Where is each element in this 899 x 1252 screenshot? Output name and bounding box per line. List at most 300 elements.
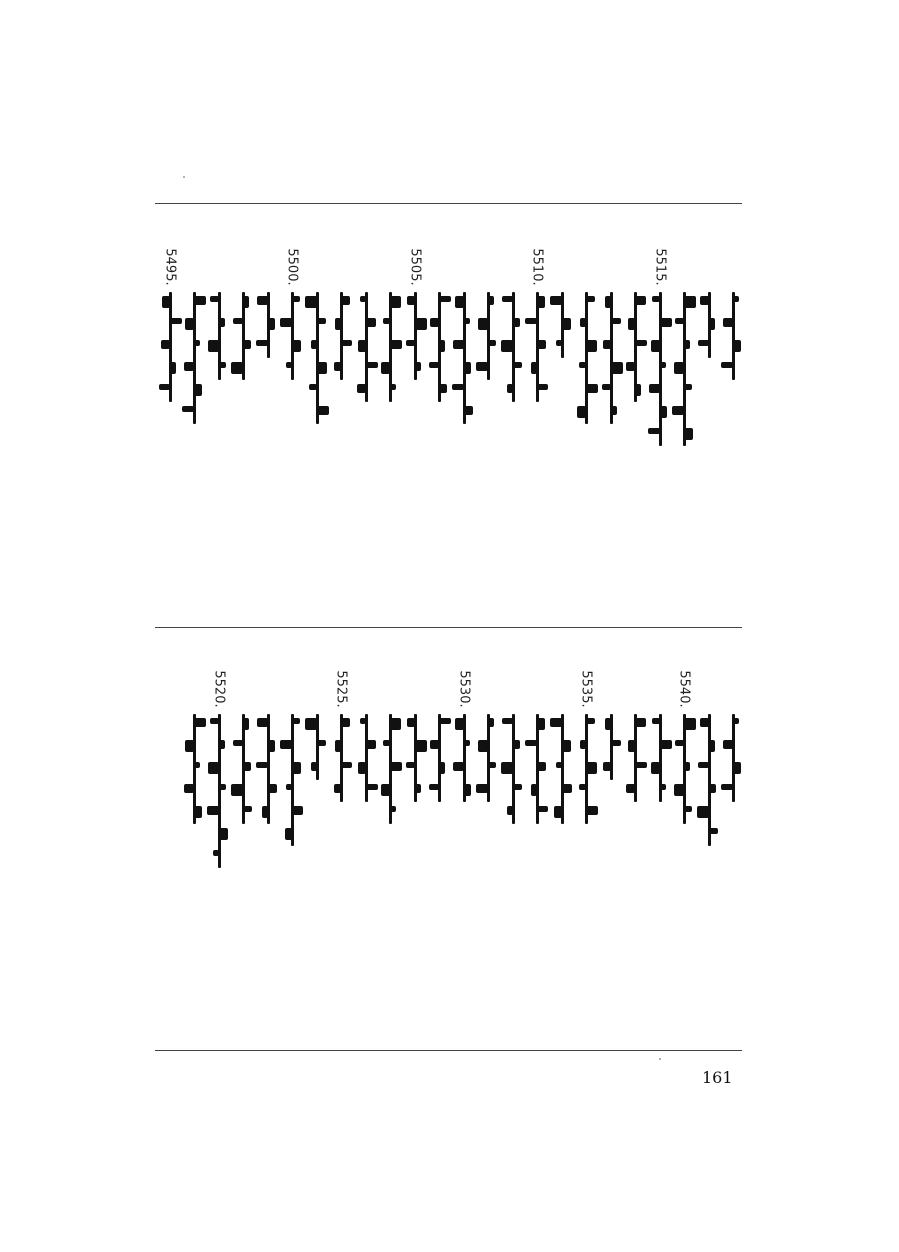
script-glyph bbox=[531, 362, 537, 374]
mongolian-script-word-group bbox=[402, 292, 428, 380]
verse-line-column bbox=[181, 662, 207, 1022]
script-glyph bbox=[334, 784, 342, 793]
verse-line-column bbox=[475, 662, 501, 1022]
mongolian-script-word-group bbox=[451, 292, 477, 424]
script-glyph bbox=[366, 362, 378, 368]
script-glyph bbox=[406, 340, 415, 346]
script-glyph bbox=[684, 296, 696, 308]
script-glyph bbox=[579, 362, 587, 368]
mongolian-script-word-group bbox=[157, 292, 183, 402]
script-glyph bbox=[635, 296, 646, 305]
script-glyph bbox=[292, 806, 303, 815]
mongolian-script-word-group bbox=[426, 292, 452, 402]
mongolian-script-word-group bbox=[598, 714, 624, 780]
script-glyph bbox=[537, 762, 546, 771]
script-glyph bbox=[335, 740, 341, 752]
middle-rule bbox=[155, 627, 742, 628]
script-glyph bbox=[660, 784, 666, 790]
verse-line-column bbox=[647, 662, 673, 1022]
script-glyph bbox=[537, 384, 548, 390]
script-glyph bbox=[207, 806, 219, 815]
script-glyph bbox=[684, 718, 696, 730]
script-glyph bbox=[652, 296, 660, 302]
script-glyph bbox=[605, 296, 611, 308]
script-glyph bbox=[219, 740, 225, 749]
verse-line-number: 5505. bbox=[407, 248, 422, 286]
mongolian-script-word-group bbox=[426, 714, 452, 802]
script-glyph bbox=[611, 740, 622, 746]
script-glyph bbox=[611, 318, 622, 324]
script-glyph bbox=[453, 340, 464, 349]
verse-line-number: 5515. bbox=[652, 248, 667, 286]
script-glyph bbox=[478, 740, 489, 752]
mongolian-script-word-group bbox=[255, 292, 281, 358]
script-glyph bbox=[358, 340, 366, 352]
verse-line-column bbox=[573, 240, 599, 600]
mongolian-script-word-group bbox=[524, 292, 550, 402]
script-glyph bbox=[317, 362, 328, 374]
script-stem bbox=[291, 714, 294, 846]
verse-line-column bbox=[475, 240, 501, 600]
script-glyph bbox=[635, 718, 646, 727]
mongolian-script-word-group bbox=[696, 292, 722, 358]
script-glyph bbox=[439, 762, 445, 774]
script-glyph bbox=[268, 740, 276, 752]
script-glyph bbox=[341, 296, 350, 305]
script-glyph bbox=[501, 340, 513, 352]
script-glyph bbox=[513, 318, 521, 327]
script-glyph bbox=[488, 296, 494, 305]
script-glyph bbox=[184, 362, 195, 371]
top-rule bbox=[155, 203, 742, 204]
script-glyph bbox=[550, 296, 562, 305]
script-glyph bbox=[733, 296, 739, 302]
verse-line-column bbox=[647, 240, 673, 600]
verse-line-column bbox=[353, 240, 379, 600]
script-glyph bbox=[243, 762, 251, 771]
verse-line-column bbox=[524, 240, 550, 600]
verse-line-column bbox=[377, 662, 403, 1022]
script-glyph bbox=[586, 718, 595, 724]
script-glyph bbox=[406, 762, 415, 768]
mongolian-script-word-group bbox=[622, 714, 648, 802]
script-glyph bbox=[453, 762, 464, 771]
script-glyph bbox=[415, 740, 427, 752]
script-glyph bbox=[513, 784, 522, 790]
mongolian-script-word-group bbox=[402, 714, 428, 802]
mongolian-script-word-group bbox=[500, 292, 526, 402]
script-glyph bbox=[381, 362, 390, 374]
mongolian-script-word-group bbox=[279, 292, 305, 380]
script-glyph bbox=[611, 406, 617, 415]
script-glyph bbox=[586, 806, 598, 815]
script-glyph bbox=[723, 740, 734, 749]
script-glyph bbox=[577, 406, 586, 418]
script-glyph bbox=[305, 296, 317, 308]
verse-line-column bbox=[157, 240, 183, 600]
script-glyph bbox=[208, 340, 219, 352]
script-glyph bbox=[415, 784, 421, 793]
script-glyph bbox=[507, 806, 513, 815]
script-glyph bbox=[194, 340, 200, 346]
script-glyph bbox=[194, 806, 202, 818]
verse-line-column bbox=[279, 662, 305, 1022]
script-glyph bbox=[502, 718, 513, 724]
mongolian-script-word-group bbox=[573, 714, 599, 824]
script-glyph bbox=[268, 318, 276, 330]
script-glyph bbox=[488, 340, 496, 346]
mongolian-script-word-group bbox=[328, 292, 354, 380]
script-glyph bbox=[366, 784, 378, 790]
script-glyph bbox=[660, 318, 672, 327]
mongolian-script-word-group bbox=[206, 714, 232, 868]
script-glyph bbox=[675, 740, 684, 746]
mongolian-script-word-group bbox=[328, 714, 354, 802]
script-glyph bbox=[360, 718, 366, 724]
script-stem bbox=[659, 292, 662, 446]
script-glyph bbox=[513, 362, 522, 368]
script-glyph bbox=[476, 784, 488, 793]
script-glyph bbox=[651, 762, 660, 774]
script-glyph bbox=[286, 784, 292, 790]
script-glyph bbox=[628, 318, 636, 330]
mongolian-script-word-group bbox=[230, 292, 256, 380]
script-glyph bbox=[709, 784, 717, 793]
script-glyph bbox=[280, 740, 292, 749]
script-glyph bbox=[501, 762, 513, 774]
verse-line-column bbox=[622, 662, 648, 1022]
script-glyph bbox=[243, 296, 249, 308]
verse-line-number: 5495. bbox=[162, 248, 177, 286]
script-glyph bbox=[268, 784, 277, 793]
script-glyph bbox=[455, 718, 464, 730]
script-glyph bbox=[651, 340, 660, 352]
mongolian-script-word-group bbox=[181, 714, 207, 824]
script-glyph bbox=[531, 784, 537, 796]
script-glyph bbox=[635, 340, 647, 346]
verse-line-column bbox=[402, 662, 428, 1022]
script-glyph bbox=[286, 362, 292, 368]
script-glyph bbox=[648, 428, 660, 434]
script-glyph bbox=[257, 296, 268, 305]
script-glyph bbox=[525, 740, 537, 746]
script-glyph bbox=[390, 384, 396, 390]
verse-line-column bbox=[696, 662, 722, 1022]
script-glyph bbox=[341, 340, 352, 346]
script-glyph bbox=[586, 762, 597, 774]
script-glyph bbox=[309, 384, 317, 390]
verse-line-number: 5500. bbox=[284, 248, 300, 286]
mongolian-script-word-group bbox=[524, 714, 550, 824]
script-glyph bbox=[366, 740, 377, 749]
script-glyph bbox=[605, 718, 611, 730]
script-glyph bbox=[507, 384, 513, 393]
verse-line-column bbox=[230, 662, 256, 1022]
script-glyph bbox=[721, 784, 733, 790]
script-glyph bbox=[660, 406, 668, 418]
script-glyph bbox=[407, 718, 415, 727]
verse-line-column bbox=[255, 240, 281, 600]
verse-line-column bbox=[598, 662, 624, 1022]
verse-line-column bbox=[279, 240, 305, 600]
mongolian-script-word-group bbox=[647, 292, 673, 446]
script-glyph bbox=[723, 318, 734, 327]
verse-line-column bbox=[671, 662, 697, 1022]
script-glyph bbox=[635, 384, 641, 396]
script-glyph bbox=[602, 384, 611, 390]
script-glyph bbox=[381, 784, 390, 796]
script-glyph bbox=[292, 718, 300, 724]
bottom-verse-block bbox=[150, 662, 745, 1022]
script-glyph bbox=[579, 784, 587, 790]
script-glyph bbox=[262, 806, 268, 818]
verse-line-column bbox=[671, 240, 697, 600]
script-glyph bbox=[537, 340, 546, 349]
verse-line-column bbox=[304, 240, 330, 600]
script-glyph bbox=[292, 296, 300, 302]
verse-line-column bbox=[328, 240, 354, 600]
script-glyph bbox=[580, 318, 586, 327]
verse-line-column bbox=[426, 240, 452, 600]
script-glyph bbox=[233, 318, 244, 324]
script-glyph bbox=[478, 318, 489, 330]
script-glyph bbox=[317, 318, 326, 324]
verse-line-number: 5535. bbox=[578, 670, 594, 708]
script-glyph bbox=[390, 340, 402, 349]
script-glyph bbox=[684, 384, 692, 390]
script-glyph bbox=[219, 784, 227, 790]
script-glyph bbox=[170, 318, 182, 324]
mongolian-script-word-group bbox=[353, 292, 379, 402]
script-glyph bbox=[407, 296, 415, 305]
mongolian-script-word-group bbox=[549, 714, 575, 824]
script-glyph bbox=[292, 762, 301, 774]
script-glyph bbox=[357, 384, 366, 393]
script-glyph bbox=[586, 384, 598, 393]
scan-speck bbox=[659, 1058, 661, 1060]
scan-speck bbox=[183, 176, 185, 178]
mongolian-script-word-group bbox=[671, 292, 697, 446]
script-glyph bbox=[733, 762, 741, 774]
script-glyph bbox=[611, 362, 623, 374]
script-glyph bbox=[243, 718, 249, 730]
mongolian-script-word-group bbox=[304, 292, 330, 424]
script-stem bbox=[708, 714, 711, 846]
mongolian-script-word-group bbox=[671, 714, 697, 824]
script-glyph bbox=[697, 806, 709, 818]
script-glyph bbox=[684, 806, 692, 812]
script-glyph bbox=[700, 296, 709, 305]
script-glyph bbox=[429, 784, 440, 790]
script-glyph bbox=[256, 762, 268, 768]
verse-line-number: 5525. bbox=[333, 670, 349, 708]
verse-line-column bbox=[500, 240, 526, 600]
script-stem bbox=[193, 292, 196, 424]
mongolian-script-word-group bbox=[451, 714, 477, 802]
verse-line-column bbox=[328, 662, 354, 1022]
script-glyph bbox=[257, 718, 268, 727]
script-glyph bbox=[537, 296, 545, 308]
script-glyph bbox=[311, 340, 317, 349]
mongolian-script-word-group bbox=[377, 292, 403, 402]
script-glyph bbox=[674, 362, 685, 374]
script-glyph bbox=[341, 718, 350, 727]
script-glyph bbox=[341, 762, 352, 768]
script-glyph bbox=[580, 740, 586, 749]
mongolian-script-word-group bbox=[696, 714, 722, 846]
script-glyph bbox=[219, 318, 225, 327]
script-glyph bbox=[243, 806, 252, 812]
verse-line-column bbox=[230, 240, 256, 600]
script-glyph bbox=[208, 762, 219, 774]
script-glyph bbox=[210, 718, 219, 724]
verse-line-column bbox=[451, 240, 477, 600]
script-glyph bbox=[194, 384, 202, 396]
script-glyph bbox=[335, 318, 341, 330]
script-glyph bbox=[649, 384, 660, 393]
verse-line-column bbox=[500, 662, 526, 1022]
mongolian-script-word-group bbox=[475, 292, 501, 380]
script-glyph bbox=[233, 740, 244, 746]
script-glyph bbox=[586, 296, 595, 302]
script-glyph bbox=[513, 740, 521, 749]
script-glyph bbox=[415, 318, 427, 330]
script-glyph bbox=[586, 340, 597, 352]
script-glyph bbox=[194, 296, 206, 305]
verse-line-number: 5540. bbox=[676, 670, 692, 708]
script-glyph bbox=[194, 762, 200, 768]
script-glyph bbox=[194, 718, 206, 727]
script-glyph bbox=[554, 806, 562, 818]
script-glyph bbox=[439, 340, 445, 352]
script-glyph bbox=[562, 740, 571, 752]
script-glyph bbox=[243, 340, 251, 349]
mongolian-script-word-group bbox=[353, 714, 379, 802]
script-glyph bbox=[452, 384, 464, 390]
verse-line-column bbox=[549, 240, 575, 600]
script-glyph bbox=[285, 828, 293, 840]
script-glyph bbox=[415, 362, 421, 371]
script-glyph bbox=[603, 762, 611, 771]
mongolian-script-word-group bbox=[255, 714, 281, 824]
mongolian-script-word-group bbox=[720, 714, 746, 802]
script-glyph bbox=[390, 762, 402, 771]
verse-line-column bbox=[573, 662, 599, 1022]
mongolian-script-word-group bbox=[622, 292, 648, 402]
verse-line-column bbox=[377, 240, 403, 600]
verse-line-column bbox=[402, 240, 428, 600]
script-glyph bbox=[556, 762, 562, 768]
script-glyph bbox=[626, 362, 635, 371]
verse-line-column bbox=[451, 662, 477, 1022]
script-glyph bbox=[698, 340, 709, 346]
script-glyph bbox=[439, 384, 447, 393]
script-glyph bbox=[390, 718, 401, 730]
script-glyph bbox=[280, 318, 292, 327]
script-glyph bbox=[231, 362, 243, 374]
script-glyph bbox=[709, 318, 715, 330]
script-glyph bbox=[488, 762, 496, 768]
script-glyph bbox=[439, 296, 451, 302]
script-glyph bbox=[626, 784, 635, 793]
mongolian-script-word-group bbox=[304, 714, 330, 780]
script-glyph bbox=[317, 740, 326, 746]
mongolian-script-word-group bbox=[573, 292, 599, 424]
script-glyph bbox=[464, 406, 473, 415]
script-glyph bbox=[675, 318, 684, 324]
script-glyph bbox=[562, 784, 573, 793]
script-glyph bbox=[672, 406, 684, 415]
script-glyph bbox=[231, 784, 243, 796]
script-glyph bbox=[383, 740, 391, 746]
verse-line-column bbox=[353, 662, 379, 1022]
script-stem bbox=[316, 292, 319, 424]
script-glyph bbox=[256, 340, 268, 346]
mongolian-script-word-group bbox=[181, 292, 207, 424]
script-glyph bbox=[213, 850, 219, 856]
script-glyph bbox=[698, 762, 709, 768]
script-glyph bbox=[721, 362, 733, 368]
script-glyph bbox=[185, 740, 194, 752]
script-glyph bbox=[700, 718, 709, 727]
mongolian-script-word-group bbox=[549, 292, 575, 358]
script-glyph bbox=[525, 318, 537, 324]
script-glyph bbox=[210, 296, 219, 302]
verse-line-column bbox=[549, 662, 575, 1022]
script-glyph bbox=[684, 428, 693, 440]
script-glyph bbox=[464, 740, 470, 746]
verse-line-column bbox=[206, 240, 232, 600]
verse-line-column bbox=[720, 240, 746, 600]
script-glyph bbox=[660, 740, 672, 749]
script-glyph bbox=[317, 406, 329, 415]
verse-line-column bbox=[696, 240, 722, 600]
verse-line-column bbox=[255, 662, 281, 1022]
script-glyph bbox=[556, 340, 562, 346]
script-glyph bbox=[358, 762, 366, 774]
mongolian-script-word-group bbox=[598, 292, 624, 424]
script-glyph bbox=[464, 362, 472, 374]
script-glyph bbox=[550, 718, 562, 727]
script-glyph bbox=[185, 318, 194, 330]
script-glyph bbox=[429, 362, 440, 368]
script-glyph bbox=[430, 318, 439, 327]
script-glyph bbox=[603, 340, 611, 349]
script-glyph bbox=[184, 784, 195, 793]
mongolian-script-word-group bbox=[206, 292, 232, 380]
script-glyph bbox=[455, 296, 464, 308]
verse-line-column bbox=[598, 240, 624, 600]
verse-line-column bbox=[622, 240, 648, 600]
verse-line-number: 5530. bbox=[456, 670, 471, 708]
top-verse-block bbox=[150, 240, 745, 600]
script-glyph bbox=[219, 828, 228, 840]
mongolian-script-word-group bbox=[720, 292, 746, 380]
script-glyph bbox=[628, 740, 636, 752]
script-glyph bbox=[430, 740, 439, 749]
script-glyph bbox=[390, 806, 396, 812]
script-glyph bbox=[502, 296, 513, 302]
script-glyph bbox=[383, 318, 391, 324]
script-glyph bbox=[292, 340, 301, 352]
script-stem bbox=[463, 292, 466, 424]
verse-line-column bbox=[524, 662, 550, 1022]
verse-line-column bbox=[426, 662, 452, 1022]
script-glyph bbox=[684, 762, 690, 771]
script-glyph bbox=[360, 296, 366, 302]
script-glyph bbox=[674, 784, 685, 796]
script-stem bbox=[218, 714, 221, 868]
